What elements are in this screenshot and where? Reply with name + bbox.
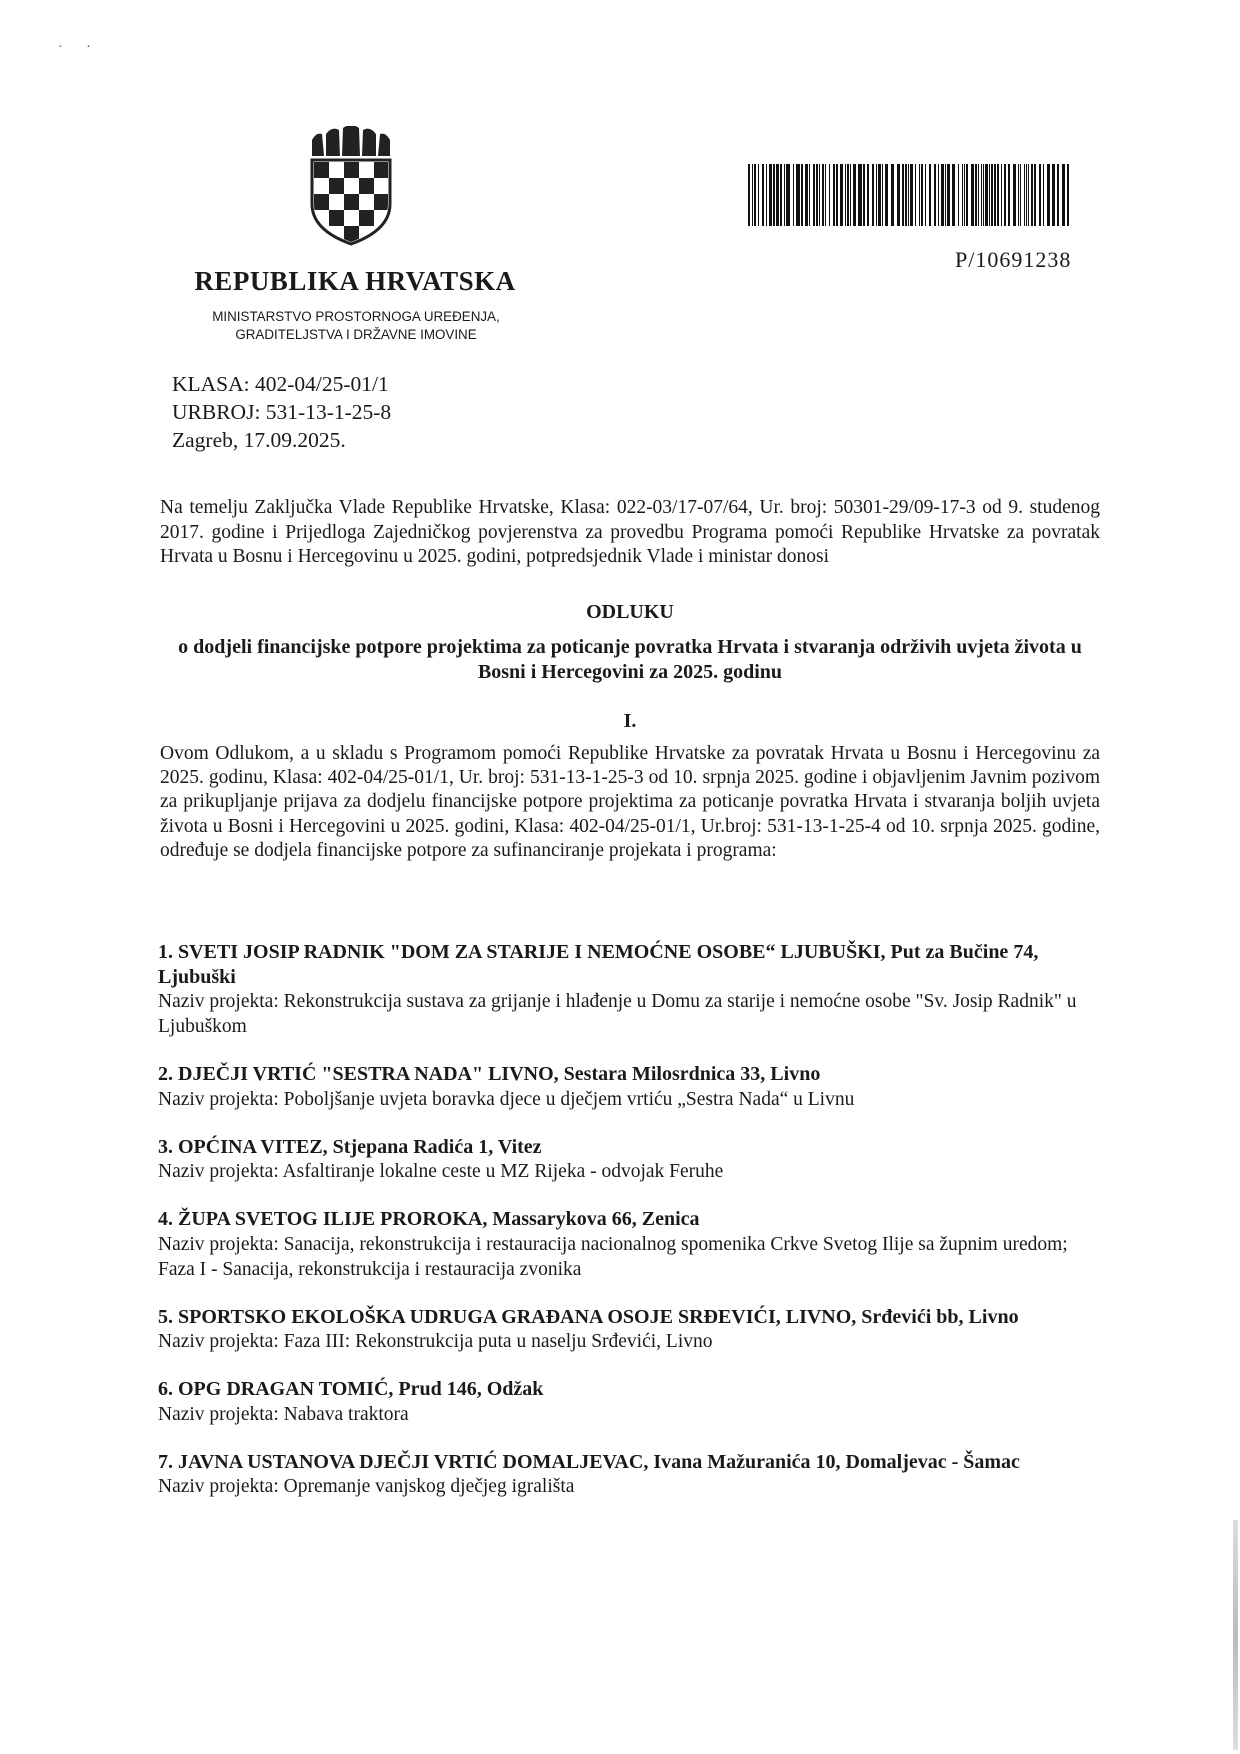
barcode-bar bbox=[776, 164, 779, 226]
urbroj: URBROJ: 531-13-1-25-8 bbox=[172, 400, 392, 424]
item-heading: 6. OPG DRAGAN TOMIĆ, Prud 146, Odžak bbox=[158, 1378, 544, 1400]
barcode-bar bbox=[975, 164, 977, 226]
item-heading: 4. ŽUPA SVETOG ILIJE PROROKA, Massarykova 66, Zenica bbox=[158, 1208, 700, 1230]
barcode-bar bbox=[754, 164, 756, 226]
list-item bbox=[158, 1450, 1103, 1500]
barcode-bar bbox=[897, 164, 900, 226]
barcode-bar bbox=[816, 164, 818, 226]
barcode-bar bbox=[1026, 164, 1027, 226]
barcode-bar bbox=[769, 164, 772, 226]
item-project: Naziv projekta: Faza III: Rekonstrukcija puta u naselju Srđevići, Livno bbox=[158, 1331, 713, 1352]
barcode-bar bbox=[964, 164, 965, 226]
barcode-bar bbox=[813, 164, 815, 226]
barcode-bar bbox=[958, 164, 959, 226]
barcode-bar bbox=[908, 164, 909, 226]
barcode-bar bbox=[748, 164, 750, 226]
barcode-bar bbox=[945, 164, 946, 226]
barcode-bar bbox=[1043, 164, 1044, 226]
ministry-line-2: GRADITELJSTVA I DRŽAVNE IMOVINE bbox=[235, 327, 477, 342]
decision-subtitle: o dodjeli financijske potpore projektima za poticanje povratka Hrvata i stvaranja održivih uvjeta života u Bosni i Hercegovini za 2025. godinu bbox=[178, 636, 1082, 683]
barcode-bar bbox=[952, 164, 955, 226]
barcode-bar bbox=[938, 164, 939, 226]
barcode-bar bbox=[793, 164, 794, 226]
barcode-bar bbox=[829, 164, 830, 226]
barcode-bar bbox=[786, 164, 790, 226]
barcode-bar bbox=[929, 164, 931, 226]
barcode-bar bbox=[762, 164, 764, 226]
barcode-bar bbox=[836, 164, 838, 226]
barcode-bar bbox=[850, 164, 851, 226]
barcode-bar bbox=[981, 164, 982, 226]
barcode-bar bbox=[997, 164, 999, 226]
barcode-bar bbox=[1020, 164, 1021, 226]
klasa: KLASA: 402-04/25-01/1 bbox=[172, 372, 389, 396]
barcode-bar bbox=[805, 164, 808, 226]
item-project: Naziv projekta: Poboljšanje uvjeta boravka djece u dječjem vrtiću „Sestra Nada“ u Livnu bbox=[158, 1088, 855, 1110]
place-date: Zagreb, 17.09.2025. bbox=[172, 428, 346, 452]
barcode-bar bbox=[784, 164, 785, 226]
barcode-bar bbox=[1031, 164, 1033, 226]
barcode-bar bbox=[1067, 164, 1069, 226]
barcode-bar bbox=[994, 164, 996, 226]
barcode-bar bbox=[991, 164, 993, 226]
barcode-bar bbox=[971, 164, 974, 226]
barcode-bar bbox=[845, 164, 846, 226]
item-project: Naziv projekta: Sanacija, rekonstrukcija i restauracija nacionalnog spomenika Crkve Svetog Ilije sa župnim uredom; Faza I - Sanacija, rekonstrukcija i restauracija zvonika bbox=[158, 1233, 1068, 1280]
barcode-bar bbox=[934, 164, 936, 226]
barcode-bar bbox=[962, 164, 963, 226]
document-meta bbox=[172, 370, 391, 454]
barcode-bar bbox=[1034, 164, 1036, 226]
barcode-bar bbox=[840, 164, 843, 226]
barcode-bar bbox=[796, 164, 800, 226]
barcode-bar bbox=[752, 164, 753, 226]
list-item bbox=[158, 1377, 1103, 1427]
barcode-bar bbox=[819, 164, 820, 226]
barcode-icon bbox=[748, 164, 1072, 226]
barcode-bar bbox=[925, 164, 926, 226]
decision-title: ODLUKU bbox=[586, 601, 674, 623]
barcode-bar bbox=[921, 164, 923, 226]
barcode-bar bbox=[872, 164, 874, 226]
barcode-bar bbox=[882, 164, 883, 226]
barcode-bar bbox=[1024, 164, 1025, 226]
ministry-line-1: MINISTARSTVO PROSTORNOGA UREĐENJA, bbox=[212, 309, 500, 324]
barcode-bar bbox=[947, 164, 950, 226]
barcode-bar bbox=[1028, 164, 1029, 226]
barcode-bar bbox=[863, 164, 865, 226]
barcode-bar bbox=[822, 164, 824, 226]
item-heading: 2. DJEČJI VRTIĆ "SESTRA NADA" LIVNO, Sestara Milosrdnica 33, Livno bbox=[158, 1063, 821, 1085]
barcode-bar bbox=[878, 164, 881, 226]
list-item bbox=[158, 1305, 1103, 1355]
intro-paragraph: Na temelju Zaključka Vlade Republike Hrvatske, Klasa: 022-03/17-07/64, Ur. broj: 50301-29/09-17-3 od 9. studenog 2017. godine i Prijedloga Zajedničkog povjerenstva za provedbu Programa pomoći Republike Hrvatske za povratak Hrvata u Bosnu i Hercegovinu u 2025. godini, potpredsjednik Vlade i ministar donosi bbox=[160, 497, 1100, 567]
scan-specks: · · bbox=[58, 40, 101, 55]
item-heading: 3. OPĆINA VITEZ, Stjepana Radića 1, Vitez bbox=[158, 1135, 542, 1158]
item-heading: 1. SVETI JOSIP RADNIK "DOM ZA STARIJE I NEMOĆNE OSOBE“ LJUBUŠKI, Put za Bučine 74, Ljubuški bbox=[158, 941, 1039, 988]
item-project: Naziv projekta: Nabava traktora bbox=[158, 1403, 409, 1425]
barcode-bar bbox=[825, 164, 826, 226]
barcode-bar bbox=[989, 164, 990, 226]
barcode-bar bbox=[919, 164, 920, 226]
barcode-bar bbox=[885, 164, 888, 226]
barcode-bar bbox=[891, 164, 894, 226]
barcode-bar bbox=[905, 164, 907, 226]
barcode-bar bbox=[1008, 164, 1010, 226]
item-project: Naziv projekta: Rekonstrukcija sustava za grijanje i hlađenje u Domu za starije i nemoćne osobe "Sv. Josip Radnik" u Ljubuškom bbox=[158, 991, 1077, 1037]
barcode-bar bbox=[902, 164, 904, 226]
barcode-bar bbox=[910, 164, 913, 226]
barcode-bar bbox=[966, 164, 968, 226]
barcode-bar bbox=[758, 164, 759, 226]
barcode-bar bbox=[985, 164, 988, 226]
project-list bbox=[158, 940, 1103, 1522]
item-heading: 5. SPORTSKO EKOLOŠKA UDRUGA GRAĐANA OSOJE SRĐEVIĆI, LIVNO, Srđevići bb, Livno bbox=[158, 1305, 1019, 1328]
barcode-bar bbox=[1057, 164, 1059, 226]
item-project: Naziv projekta: Opremanje vanjskog dječjeg igrališta bbox=[158, 1476, 575, 1497]
croatian-coat-of-arms-icon bbox=[306, 126, 396, 246]
barcode-bar bbox=[858, 164, 862, 226]
barcode-bar bbox=[1018, 164, 1019, 226]
document-number: P/10691238 bbox=[955, 247, 1072, 272]
barcode-bar bbox=[983, 164, 984, 226]
barcode-bar bbox=[853, 164, 856, 226]
barcode-bar bbox=[978, 164, 979, 226]
barcode-bar bbox=[867, 164, 869, 226]
country-title: REPUBLIKA HRVATSKA bbox=[194, 266, 516, 296]
section-number: I. bbox=[623, 710, 637, 732]
barcode-bar bbox=[1004, 164, 1006, 226]
barcode-bar bbox=[941, 164, 944, 226]
barcode-bar bbox=[1052, 164, 1055, 226]
barcode-bar bbox=[1047, 164, 1050, 226]
item-project: Naziv projekta: Asfaltiranje lokalne ceste u MZ Rijeka - odvojak Feruhe bbox=[158, 1161, 724, 1182]
decision-paragraph: Ovom Odlukom, a u skladu s Programom pomoći Republike Hrvatske za povratak Hrvata u Bosnu i Hercegovinu za 2025. godinu, Klasa: 402-04/25-01/1, Ur. broj: 531-13-1-25-3 od 10. srpnja 2025. godine i objavljenim Javnim pozivom za prikupljanje prijava za dodjelu financijske potpore projektima za poticanje povratka Hrvata i stvaranja boljih uvjeta života u Bosni i Hercegovini u 2025. godini, Klasa: 402-04/25-01/1, Ur.broj: 531-13-1-25-4 od 10. srpnja 2025. godine, određuje se dodjela financijske potpore za sufinanciranje projekata i programa: bbox=[160, 743, 1100, 861]
barcode-bar bbox=[915, 164, 916, 226]
barcode-bar bbox=[1013, 164, 1016, 226]
list-item bbox=[158, 1135, 1103, 1185]
barcode-bar bbox=[833, 164, 835, 226]
list-item bbox=[158, 1062, 1103, 1112]
barcode-bar bbox=[847, 164, 849, 226]
barcode-bar bbox=[809, 164, 810, 226]
barcode-bar bbox=[876, 164, 877, 226]
barcode-bar bbox=[1062, 164, 1065, 226]
barcode-bar bbox=[801, 164, 803, 226]
list-item bbox=[158, 1207, 1103, 1282]
barcode-bar bbox=[1001, 164, 1002, 226]
list-item bbox=[158, 940, 1103, 1039]
barcode-bar bbox=[1039, 164, 1041, 226]
ministry-name bbox=[170, 308, 542, 344]
scan-edge-mark bbox=[1233, 1520, 1238, 1750]
barcode-bar bbox=[780, 164, 782, 226]
item-heading: 7. JAVNA USTANOVA DJEČJI VRTIĆ DOMALJEVAC, Ivana Mažuranića 10, Domaljevac - Šamac bbox=[158, 1450, 1020, 1473]
barcode-bar bbox=[766, 164, 767, 226]
barcode-bar bbox=[773, 164, 775, 226]
